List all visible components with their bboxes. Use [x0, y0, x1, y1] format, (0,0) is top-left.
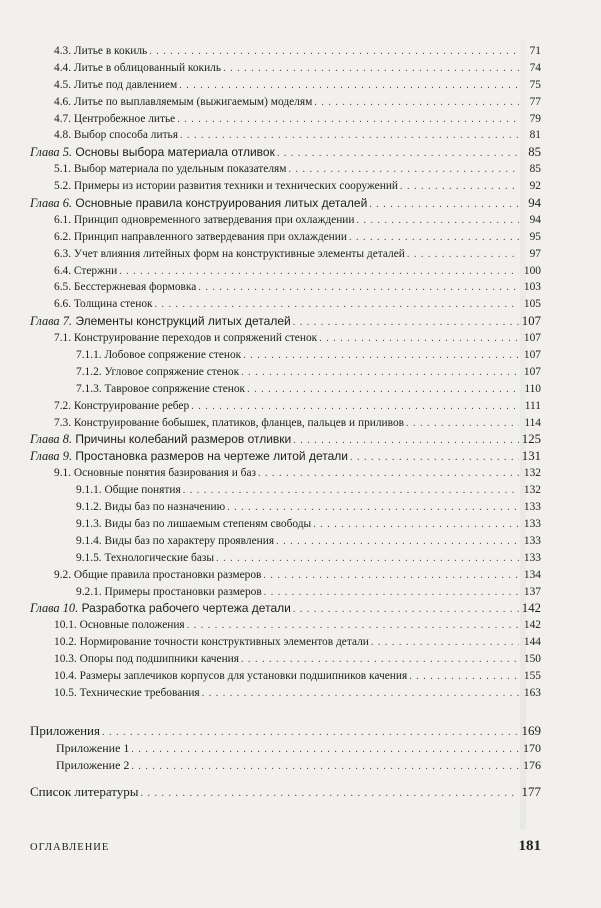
dot-leader	[227, 500, 519, 517]
toc-entry	[54, 212, 541, 229]
toc-page-number: 85	[529, 163, 541, 176]
toc-entry	[54, 330, 541, 347]
bibliography-entry	[30, 784, 541, 801]
toc-page-number: 176	[523, 757, 541, 772]
toc-entry	[54, 465, 541, 482]
dot-leader	[313, 517, 519, 534]
toc-entry	[54, 415, 541, 432]
toc-page-number: 133	[523, 517, 541, 530]
toc-entry-title: 10.3. Опоры под подшипники качения	[54, 653, 240, 666]
chapter-number: Глава 9.	[30, 449, 73, 464]
toc-page-number: 125	[521, 432, 541, 447]
toc-entry	[30, 313, 541, 330]
toc-entry-title: 4.3. Литье в кокиль	[54, 45, 148, 57]
chapter-number: Глава 5.	[30, 145, 73, 160]
dot-leader	[141, 786, 520, 803]
toc-entry	[54, 567, 541, 584]
toc-page-number: 134	[523, 568, 541, 581]
toc-entry-title: 10.2. Нормирование точности конструктивных элементов детали	[54, 636, 369, 649]
toc-page-number: 163	[523, 686, 541, 699]
toc-entry-title: 5.1. Выбор материала по удельным показателям	[54, 163, 287, 176]
toc-page-number: 77	[529, 95, 541, 108]
toc-entry	[54, 111, 541, 128]
toc-page-number: 144	[523, 636, 541, 649]
toc-entry-title: 7.1.2. Угловое сопряжение стенок	[76, 365, 240, 378]
toc-page-number: 94	[529, 213, 541, 226]
chapter-title: Элементы конструкций литых деталей	[75, 314, 291, 329]
toc-entry	[76, 364, 541, 381]
toc-page-number: 137	[523, 585, 541, 598]
dot-leader	[179, 78, 519, 95]
toc-page-number: 95	[529, 230, 541, 243]
toc-entry	[54, 161, 541, 178]
toc-entry-title: 7.1. Конструирование переходов и сопряжений стенок	[54, 332, 318, 345]
page-number: 181	[518, 838, 541, 854]
dot-leader	[177, 112, 519, 129]
spacer	[0, 702, 601, 723]
toc-entry-title: 7.1.3. Тавровое сопряжение стенок	[76, 382, 246, 395]
toc-page-number: 105	[523, 298, 541, 311]
toc-entry-title: 4.7. Центробежное литье	[54, 112, 176, 125]
toc-entry	[54, 263, 541, 280]
dot-leader	[241, 365, 519, 382]
toc-entry-title: 6.2. Принцип направленного затвердевания при охлаждении	[54, 230, 347, 243]
toc-entry	[30, 448, 541, 465]
dot-leader	[191, 399, 519, 416]
dot-leader	[198, 280, 519, 297]
toc-entry-title: 7.2. Конструирование ребер	[54, 399, 190, 412]
toc-entry	[54, 685, 541, 702]
toc-entry-title: 9.1. Основные понятия базирования и баз	[54, 467, 257, 480]
dot-leader	[216, 551, 519, 568]
toc-entry-title: 10.4. Размеры заплечиков корпусов для установки подшипников качения	[54, 669, 408, 682]
dot-leader	[223, 61, 519, 78]
toc-entry-title: 9.1.5. Технологические базы	[76, 551, 215, 564]
toc-page-number: 107	[523, 349, 541, 362]
toc-entry-title: Приложения	[30, 722, 100, 738]
toc-entry-title: 6.6. Толщина стенок	[54, 298, 153, 311]
dot-leader	[202, 686, 519, 703]
toc-entry	[76, 347, 541, 364]
toc-entry-title: 4.5. Литье под давлением	[54, 78, 178, 91]
chapter-number: Глава 7.	[30, 314, 73, 329]
toc-entry-title: 4.4. Литье в облицованный кокиль	[54, 61, 222, 74]
toc-page-number: 155	[523, 669, 541, 682]
chapter-title: Основные правила конструирования литых деталей	[75, 196, 368, 211]
toc-entry	[54, 229, 541, 246]
toc-entry	[54, 43, 541, 60]
toc-entry	[76, 381, 541, 398]
toc-entry	[30, 195, 541, 212]
toc-page-number: 131	[521, 449, 541, 464]
toc-entry-title: 9.2.1. Примеры простановки размеров	[76, 585, 262, 598]
toc-entry-title: 9.1.2. Виды баз по назначению	[76, 501, 226, 514]
toc-entry	[54, 634, 541, 651]
dot-leader	[409, 669, 519, 686]
dot-leader	[247, 382, 519, 399]
dot-leader	[264, 585, 519, 602]
toc-entry-title: 9.1.1. Общие понятия	[76, 484, 181, 497]
toc-page-number: 132	[523, 467, 541, 480]
dot-leader	[155, 297, 519, 314]
toc-entry-title	[30, 144, 277, 161]
toc-entry	[54, 246, 541, 263]
toc-page-number: 79	[529, 112, 541, 125]
toc-entry-title: Приложение 1	[56, 740, 130, 755]
toc-page-number: 142	[521, 601, 541, 616]
toc-page-number: 170	[523, 740, 541, 755]
toc-entry	[76, 482, 541, 499]
toc-entry-title: 9.2. Общие правила простановки размеров	[54, 568, 262, 581]
toc-entry-title: 7.1.1. Лобовое сопряжение стенок	[76, 349, 242, 362]
toc-entry	[54, 77, 541, 94]
dot-leader	[183, 483, 519, 500]
chapter-number: Глава 6.	[30, 196, 73, 211]
toc-entry	[76, 516, 541, 533]
toc-page-number: 107	[523, 365, 541, 378]
toc-entry-title: 6.3. Учет влияния литейных форм на конструктивные элементы деталей	[54, 247, 405, 260]
toc-page-number: 177	[521, 784, 541, 800]
toc-entry	[76, 533, 541, 550]
toc-entry	[76, 499, 541, 516]
chapter-title: Простановка размеров на чертеже литой детали	[75, 449, 348, 464]
toc-entry	[54, 94, 541, 111]
toc-page-number: 114	[524, 416, 541, 429]
toc-page-number: 107	[521, 314, 541, 329]
toc-entry-title: 10.1. Основные положения	[54, 619, 185, 632]
toc-entry-title	[30, 195, 369, 212]
toc-entry	[76, 584, 541, 601]
toc-entry	[54, 398, 541, 415]
toc-page-number: 75	[529, 78, 541, 91]
toc-page-number: 92	[529, 180, 541, 193]
dot-leader	[319, 331, 519, 348]
toc-entry-title: 6.1. Принцип одновременного затвердевания при охлаждении	[54, 213, 355, 226]
toc-page-number: 111	[524, 399, 541, 412]
toc-page-number: 74	[529, 61, 541, 74]
toc-entry-title: 4.6. Литье по выплавляемым (выжигаемым) моделям	[54, 95, 313, 108]
dot-leader	[400, 179, 519, 196]
running-footer-title: ОГЛАВЛЕНИЕ	[30, 842, 110, 853]
toc-entry-title: 9.1.3. Виды баз по лишаемым степеням свободы	[76, 517, 312, 530]
toc-entry	[54, 127, 541, 144]
toc-page-number: 103	[523, 281, 541, 294]
toc-page-number: 85	[528, 145, 541, 160]
toc-page-number: 94	[528, 196, 541, 211]
toc-page-number: 142	[523, 619, 541, 632]
dot-leader	[349, 230, 519, 247]
chapter-title: Причины колебаний размеров отливки	[75, 432, 292, 447]
table-of-contents	[0, 43, 601, 801]
toc-entry-title	[30, 313, 293, 330]
toc-page-number: 133	[523, 534, 541, 547]
toc-entry-title	[30, 448, 350, 465]
toc-entry-title: 7.3. Конструирование бобышек, платиков, фланцев, пальцев и приливов	[54, 416, 405, 429]
toc-page-number: 110	[524, 382, 541, 395]
toc-page-number: 97	[529, 247, 541, 260]
toc-page-number: 81	[529, 129, 541, 142]
toc-entry-title: 9.1.4. Виды баз по характеру проявления	[76, 534, 275, 547]
toc-entry	[30, 431, 541, 448]
toc-entry	[54, 279, 541, 296]
toc-entry-title: 5.2. Примеры из истории развития техники и технических сооружений	[54, 180, 399, 193]
dot-leader	[407, 247, 519, 264]
toc-entry-title	[30, 431, 293, 448]
toc-page-number: 133	[523, 501, 541, 514]
toc-entry	[54, 617, 541, 634]
dot-leader	[288, 162, 519, 179]
dot-leader	[180, 128, 519, 145]
toc-entry-title: Приложение 2	[56, 757, 130, 772]
chapter-title: Разработка рабочего чертежа детали	[81, 601, 291, 616]
dot-leader	[241, 652, 519, 669]
toc-page-number: 150	[523, 653, 541, 666]
dot-leader	[258, 466, 519, 483]
toc-entry-title: 6.4. Стержни	[54, 264, 118, 277]
toc-entry	[54, 296, 541, 313]
toc-entry-title: 4.8. Выбор способа литья	[54, 129, 178, 142]
dot-leader	[263, 568, 519, 585]
dot-leader	[357, 213, 520, 230]
dot-leader	[406, 416, 519, 433]
toc-page-number: 133	[523, 551, 541, 564]
toc-page-number: 169	[521, 722, 541, 738]
toc-page-number: 107	[523, 332, 541, 345]
toc-entry-title: 10.5. Технические требования	[54, 686, 200, 699]
appendix-entry	[56, 740, 541, 757]
toc-page-number: 132	[523, 484, 541, 497]
toc-entry	[30, 600, 541, 617]
dot-leader	[243, 348, 519, 365]
dot-leader	[187, 618, 519, 635]
toc-entry	[76, 550, 541, 567]
dot-leader	[119, 264, 519, 281]
toc-entry	[54, 668, 541, 685]
chapter-title: Основы выбора материала отливок	[75, 145, 275, 160]
toc-entry-title: 6.5. Бесстержневая формовка	[54, 281, 197, 294]
chapter-number: Глава 10.	[30, 601, 79, 616]
dot-leader	[371, 635, 519, 652]
dot-leader	[149, 44, 519, 61]
toc-page-number: 71	[529, 45, 541, 57]
toc-entry	[30, 144, 541, 161]
appendix-entry	[56, 757, 541, 774]
dot-leader	[276, 534, 519, 551]
toc-entry-title	[30, 600, 293, 617]
toc-page-number: 100	[523, 264, 541, 277]
dot-leader	[131, 759, 519, 776]
page-footer	[30, 838, 541, 855]
toc-entry	[54, 60, 541, 77]
toc-entry	[54, 178, 541, 195]
toc-entry-title: Список литературы	[30, 784, 139, 800]
chapter-number: Глава 8.	[30, 432, 73, 447]
toc-entry	[54, 651, 541, 668]
dot-leader	[314, 95, 519, 112]
appendices-entry	[30, 723, 541, 740]
